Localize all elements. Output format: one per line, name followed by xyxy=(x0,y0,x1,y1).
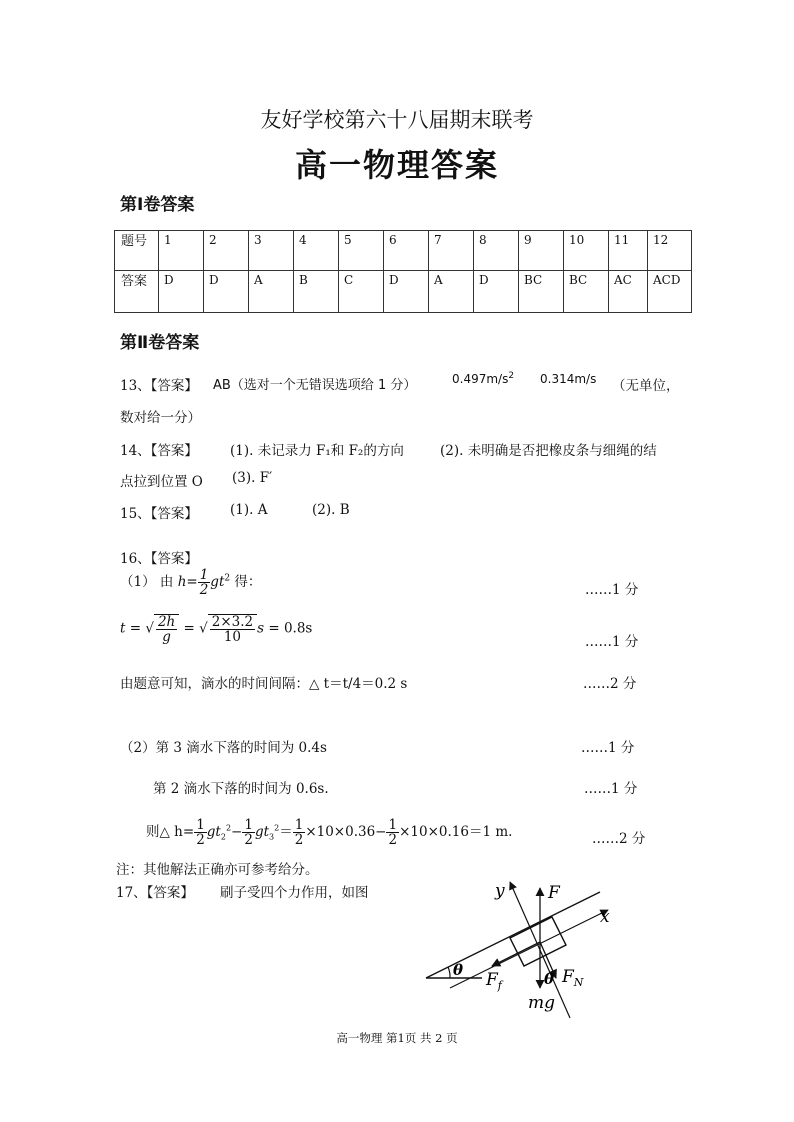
table-cell: D xyxy=(159,271,204,313)
page-footer: 高一物理 第1页 共 2 页 xyxy=(336,1031,458,1045)
q16-line3-score: ……2 分 xyxy=(583,676,637,692)
table-row-answers xyxy=(115,271,692,313)
q16-line1: （1） 由 h= $\frac{1}{2}$ $gt^2$ 得： xyxy=(120,567,262,598)
answer-table xyxy=(114,230,692,313)
q15-prefix: 15、【答案】 xyxy=(120,506,198,522)
q16-line5: 第 2 滴水下落的时间为 0.6s. xyxy=(153,781,329,797)
q13-value1: $0.497m/s^2$ xyxy=(452,371,515,386)
q14-part3: (3). F′ xyxy=(232,470,273,486)
q16-line2-score: ……1 分 xyxy=(585,634,639,650)
q16-line4-score: ……1 分 xyxy=(581,740,635,756)
section2-title: 第Ⅱ卷答案 xyxy=(120,333,200,353)
label-y: y xyxy=(495,881,505,901)
q16-line4: （2）第 3 滴水下落的时间为 0.4s xyxy=(120,740,327,756)
q14-prefix: 14、【答案】 xyxy=(120,443,198,459)
table-cell: 8 xyxy=(474,231,519,271)
q16-line2: t = √ $\frac{2h}{g}$ = √ $\frac{2\times 3.2}{10}$ s = 0.8s xyxy=(120,614,313,645)
x-axis-arrow xyxy=(450,910,608,988)
table-cell: AC xyxy=(609,271,648,313)
q13-note2: 数对给一分） xyxy=(120,410,201,426)
table-cell: D xyxy=(204,271,249,313)
q15-part2: (2). B xyxy=(312,502,350,518)
q17-prefix: 17、【答案】 xyxy=(116,885,194,901)
q17-text: 刷子受四个力作用，如图 xyxy=(220,885,369,901)
table-cell: D xyxy=(384,271,429,313)
q16-line6: 则△ h= $\frac{1}{2}$ $gt_2^2-$ $\frac{1}{2}$ $gt_3^2=$ $\frac{1}{2}$ ×10×0.36− $\frac{1}{2}$ ×10×0.16＝1 m. xyxy=(146,817,513,848)
q13-part1: AB（选对一个无错误选项给 1 分） xyxy=(213,378,417,393)
q13-note: （无单位， xyxy=(612,378,680,394)
force-diagram xyxy=(400,870,640,1020)
q14-part1: (1). 未记录力 F₁和 F₂的方向 xyxy=(230,443,404,459)
table-cell: BC xyxy=(519,271,564,313)
page-title: 高一物理答案 xyxy=(294,146,499,184)
table-cell: 5 xyxy=(339,231,384,271)
table-cell: 12 xyxy=(648,231,692,271)
table-cell: BC xyxy=(564,271,609,313)
table-cell: 4 xyxy=(294,231,339,271)
table-cell: 10 xyxy=(564,231,609,271)
label-theta1: θ xyxy=(453,961,464,979)
q14-part2b: 点拉到位置 O xyxy=(120,474,203,490)
table-cell: ACD xyxy=(648,271,692,313)
friction-arrow xyxy=(492,942,540,966)
q15-part1: (1). A xyxy=(230,502,268,518)
table-cell: 11 xyxy=(609,231,648,271)
q13-prefix: 13、【答案】 xyxy=(120,378,198,394)
table-cell: 9 xyxy=(519,231,564,271)
q16-prefix: 16、【答案】 xyxy=(120,551,198,567)
table-cell: 3 xyxy=(249,231,294,271)
row-label-answer: 答案 xyxy=(115,271,159,313)
q13-value2: 0.314m/s xyxy=(540,372,597,386)
q16-line3: 由题意可知，滴水的时间间隔：△ t＝t/4＝0.2 s xyxy=(120,676,408,692)
label-mg: mg xyxy=(528,993,556,1013)
q14-part2: (2). 未明确是否把橡皮条与细绳的结 xyxy=(440,443,657,459)
label-theta2: θ xyxy=(544,970,555,988)
label-x: x xyxy=(600,907,610,927)
table-cell: A xyxy=(249,271,294,313)
q16-line6-score: ……2 分 xyxy=(592,831,646,847)
brush-block xyxy=(510,917,566,966)
section1-title: 第Ⅰ卷答案 xyxy=(120,195,195,215)
table-row-numbers xyxy=(115,231,692,271)
label-fn: $F_N$ xyxy=(562,967,584,989)
q16-line1-score: ……1 分 xyxy=(585,582,639,598)
q16-line5-score: ……1 分 xyxy=(584,781,638,797)
label-ff: $F_f$ xyxy=(486,970,502,992)
row-label-number: 题号 xyxy=(115,231,159,271)
angle-arc xyxy=(448,967,450,978)
label-f: F xyxy=(548,883,560,903)
table-cell: D xyxy=(474,271,519,313)
q16-note: 注：其他解法正确亦可参考给分。 xyxy=(116,862,319,878)
table-cell: 2 xyxy=(204,231,249,271)
table-cell: 1 xyxy=(159,231,204,271)
table-cell: A xyxy=(429,271,474,313)
table-cell: C xyxy=(339,271,384,313)
table-cell: 6 xyxy=(384,231,429,271)
table-cell: B xyxy=(294,271,339,313)
table-cell: 7 xyxy=(429,231,474,271)
school-name: 友好学校第六十八届期末联考 xyxy=(260,108,534,132)
